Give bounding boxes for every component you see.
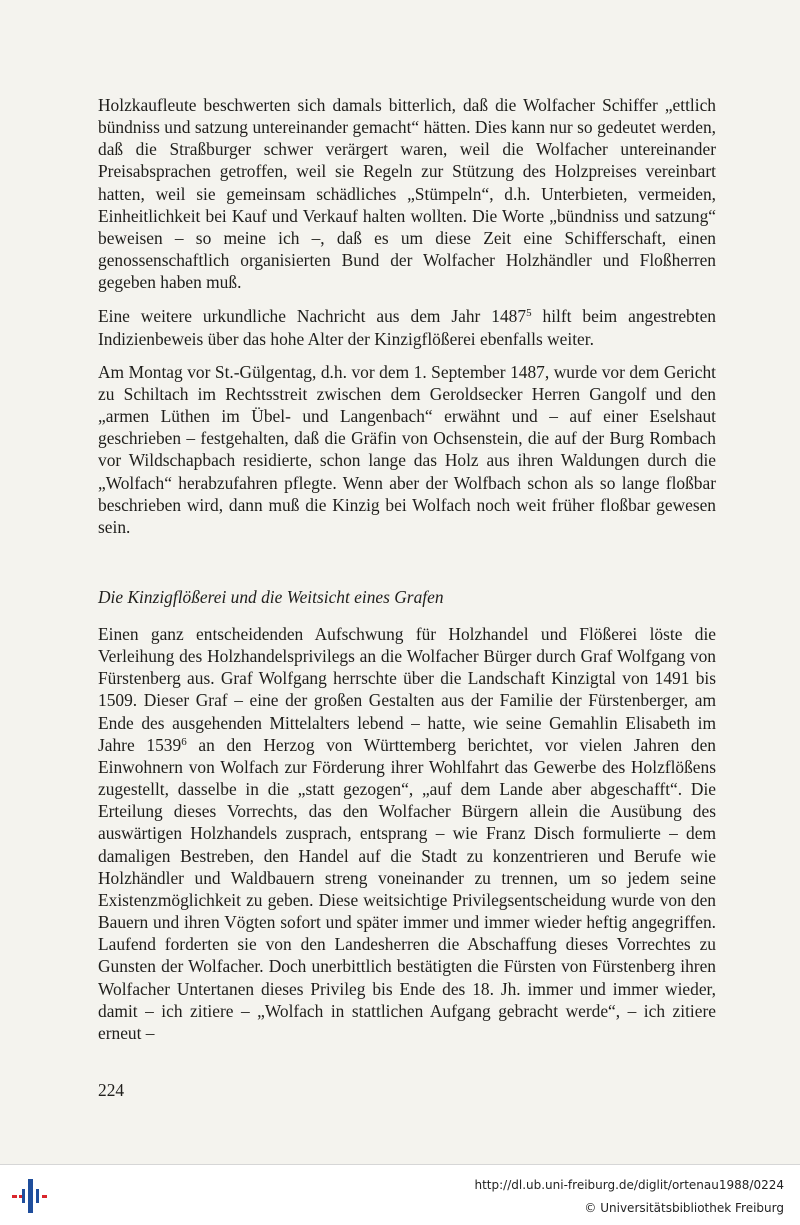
paragraph-4	[98, 623, 716, 1044]
body-text-bottom	[98, 623, 716, 1044]
paragraph-2	[98, 305, 716, 349]
page-number: 224	[98, 1080, 125, 1100]
paragraph-3: Am Montag vor St.-Gülgentag, d.h. vor dem 1. September 1487, wurde vor dem Gericht zu Schiltach im Rechtsstreit zwischen dem Geroldsecker Herren Gangolf und den „armen Lüthen im Übel- und Langenbach“ erwähnt und – auf einer Eselshaut geschrieben – festgehalten, daß die Gräfin von Ochsenstein, die auf der Burg Rombach vor Wildschapbach residierte, schon lange das Holz aus ihren Waldungen durch die „Wolfach“ herabzufahren pflegte. Wenn aber der Wolfbach schon als so lange floßbar beschrieben wird, dann muß die Kinzig bei Wolfach noch weit früher floßbar gewesen sein.	[98, 361, 716, 537]
footer-url-link[interactable]: http://dl.ub.uni-freiburg.de/diglit/ortenau1988/0224	[474, 1178, 784, 1192]
paragraph-4-text-a: Einen ganz entscheidenden Aufschwung für Holzhandel und Flößerei löste die Verleihung des Holzhandelsprivilegs an die Wolfacher Bürger durch Graf Wolfgang von Fürstenberg aus. Graf Wolfgang herrschte über die Landschaft Kinzigtal von 1491 bis 1509. Dieser Graf – eine der großen Gestalten aus der Familie der Fürstenberger, am Ende des ausgehenden Mittelalters lebend – hatte, wie seine Gemahlin Elisabeth im Jahre 1539	[98, 624, 716, 755]
footnote-marker-6[interactable]: 6	[181, 735, 187, 748]
paragraph-2-text-a: Eine weitere urkundliche Nachricht aus dem Jahr 1487	[98, 306, 527, 327]
footer-copyright: © Universitätsbibliothek Freiburg	[584, 1201, 784, 1215]
footer-bar	[0, 1164, 800, 1225]
paragraph-2-text-b: hilft beim angestrebten Indizienbeweis über das hohe Alter der Kinzigflößerei ebenfalls weiter.	[98, 306, 716, 349]
section-heading: Die Kinzigflößerei und die Weitsicht eines Grafen	[98, 587, 444, 607]
paragraph-4-text-b: an den Herzog von Württemberg berichtet, vor vielen Jahren den Einwohnern von Wolfach zur Förderung ihrer Wohlfahrt das Gewerbe des Holzflößens zugestellt, dasselbe in die „statt gezogen“, „auf dem Lande aber abgeschafft“. Die Erteilung dieses Vorrechts, das den Wolfacher Bürgern allein die Ausübung des auswärtigen Holzhandels zusprach, entsprang – wie Franz Disch formulierte – dem damaligen Bestreben, den Handel auf die Stadt zu konzentrieren und Berufe wie Holzhändler und Waldbauern streng voneinander zu trennen, um so jedem seine Existenzmöglichkeit zu geben. Diese weitsichtige Privilegsentscheidung wurde von den Bauern und ihren Vögten sofort und später immer und immer wieder heftig angegriffen. Laufend forderten sie von den Landesherren die Abschaffung dieses Vorrechtes zu Gunsten der Wolfacher. Doch unerbittlich bestätigten die Fürsten von Fürstenberg ihren Wolfacher Untertanen dieses Privileg bis Ende des 18. Jh. immer und immer wieder, damit – ich zitiere – „Wolfach in stattlichen Aufgang gebracht werde“, – ich zitiere erneut –	[98, 734, 716, 1043]
body-text-top	[98, 94, 716, 550]
footnote-marker-5[interactable]: 5	[526, 307, 532, 320]
paragraph-1: Holzkaufleute beschwerten sich damals bitterlich, daß die Wolfacher Schiffer „ettlich bündniss und satzung untereinander gemacht“ hätten. Dies kann nur so gedeutet werden, daß die Straßburger schwer verärgert waren, weil die Wolfacher untereinander Preisabsprachen getroffen, weil sie Regeln zur Stützung des Holzpreises vereinbart hatten, weil sie gemeinsam schädliches „Stümpeln“, d.h. Unterbieten, vermeiden, Einheitlichkeit bei Kauf und Verkauf halten wollten. Die Worte „bündniss und satzung“ beweisen – so meine ich –, daß es um diese Zeit eine Schifferschaft, einen genossenschaftlich organisierten Bund der Wolfacher Holzhändler und Floßherren gegeben haben muß.	[98, 95, 716, 293]
ub-freiburg-logo-icon[interactable]	[10, 1175, 52, 1217]
